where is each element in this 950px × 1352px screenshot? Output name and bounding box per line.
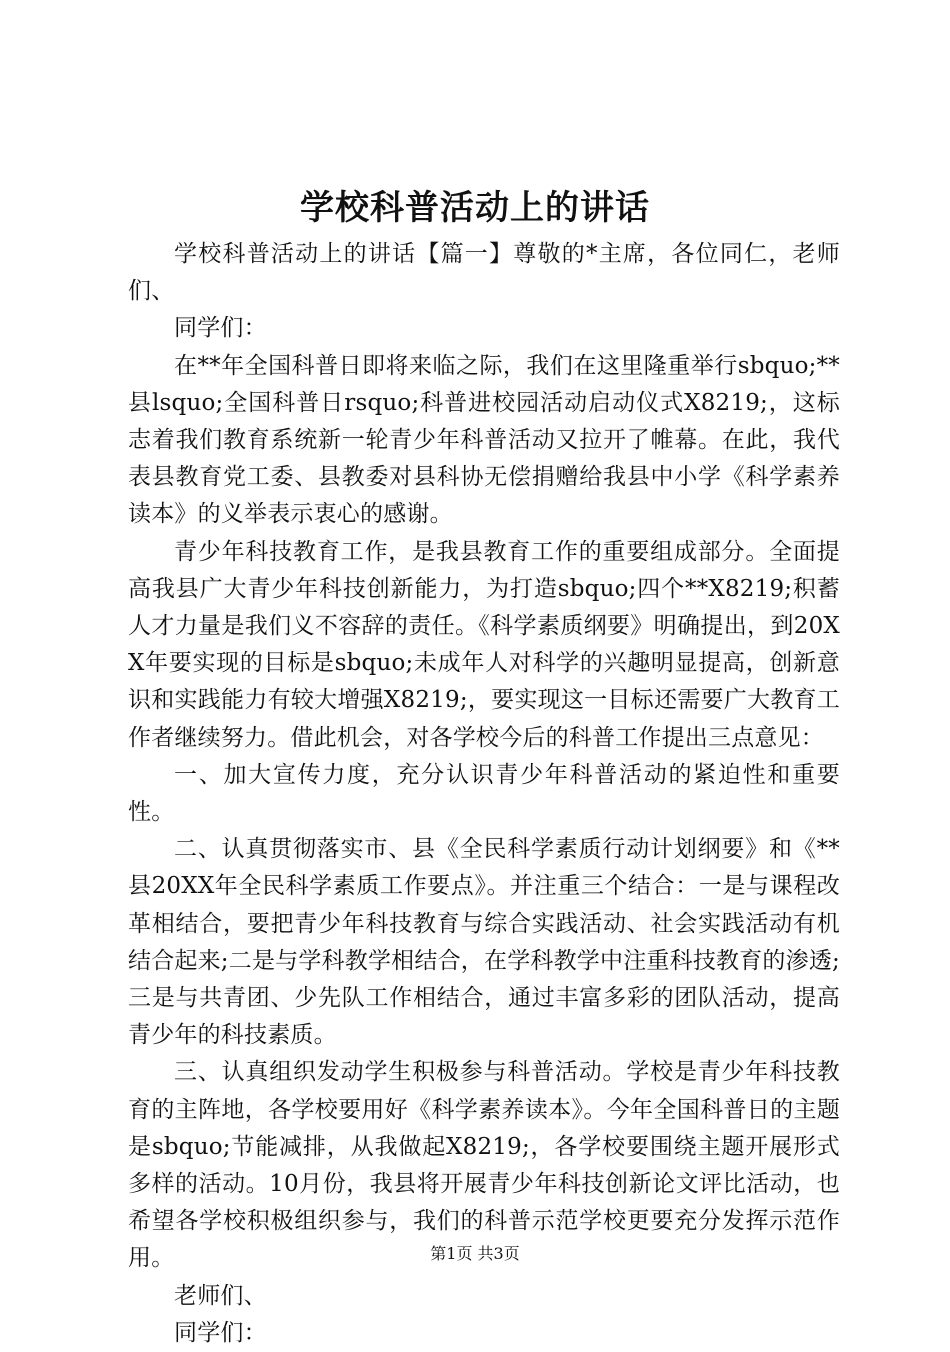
- paragraph: 一、加大宣传力度，充分认识青少年科普活动的紧迫性和重要性。: [128, 761, 840, 826]
- paragraph: 老师们、: [174, 1282, 267, 1309]
- paragraph: 二、认真贯彻落实市、县《全民科学素质行动计划纲要》和《**县20XX年全民科学素质工作要点》。并注重三个结合：一是与课程改革相结合，要把青少年科技教育与综合实践活动、社会实践活动有机结合起来;二是与学科教学相结合，在学科教学中注重科技教育的渗透;三是与共青团、少先队工作相结合，通过丰富多彩的团队活动，提高青少年的科技素质。: [128, 836, 840, 1049]
- paragraph: 三、认真组织发动学生积极参与科普活动。学校是青少年科技教育的主阵地，各学校要用好《科学素养读本》。今年全国科普日的主题是sbquo;节能减排，从我做起X8219;，各学校要围绕主题开展形式多样的活动。10月份，我县将开展青少年科技创新论文评比活动，也希望各学校积极组织参与，我们的科普示范学校更要充分发挥示范作用。: [128, 1059, 840, 1272]
- page-number-footer: 第1页 共3页: [430, 1244, 520, 1263]
- paragraph: 同学们：: [174, 315, 267, 342]
- document-body: [128, 236, 840, 1352]
- document-title: 学校科普活动上的讲话: [300, 188, 650, 228]
- paragraph: 在**年全国科普日即将来临之际，我们在这里隆重举行sbquo;**县lsquo;全国科普日rsquo;科普进校园活动启动仪式X8219;，这标志着我们教育系统新一轮青少年科普活动又拉开了帷幕。在此，我代表县教育党工委、县教委对县科协无偿捐赠给我县中小学《科学素养读本》的义举表示衷心的感谢。: [128, 352, 840, 528]
- paragraph: 学校科普活动上的讲话【篇一】尊敬的*主席，各位同仁，老师们、: [128, 241, 840, 305]
- paragraph: 同学们：: [174, 1319, 267, 1346]
- paragraph: 青少年科技教育工作，是我县教育工作的重要组成部分。全面提高我县广大青少年科技创新能力，为打造sbquo;四个**X8219;积蓄人才力量是我们义不容辞的责任。《科学素质纲要》明确提出，到20XX年要实现的目标是sbquo;未成年人对科学的兴趣明显提高，创新意识和实践能力有较大增强X8219;，要实现这一目标还需要广大教育工作者继续努力。借此机会，对各学校今后的科普工作提出三点意见：: [128, 538, 840, 751]
